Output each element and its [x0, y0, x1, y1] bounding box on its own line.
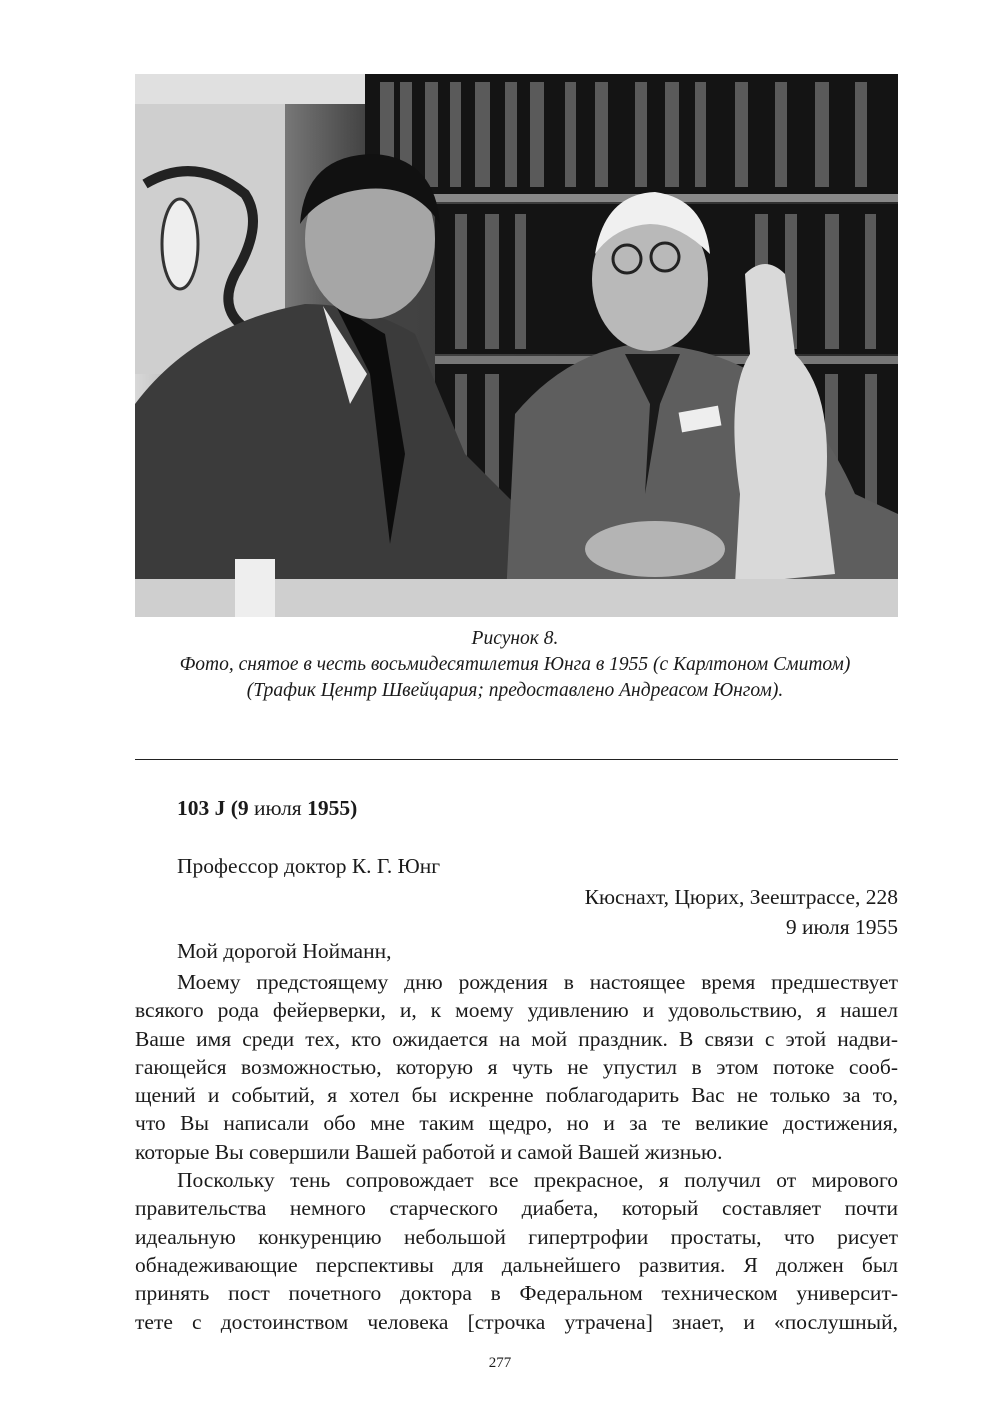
caption-title: Рисунок 8. — [471, 628, 559, 649]
letter-sender: Профессор доктор К. Г. Юнг — [177, 854, 441, 878]
body-line: тете с достоинством человека [строчка утрачена] знает, и «послушный, — [135, 1309, 898, 1334]
letter-address-block — [585, 882, 898, 942]
figure-photo — [135, 74, 898, 617]
body-line: правительства немного старческого диабета, который составляет почти — [135, 1196, 898, 1221]
body-line: обнадеживающие перспективы для дальнейшего развития. Я должен был — [135, 1252, 898, 1277]
letter-year: 1955) — [307, 796, 358, 820]
figure-caption — [100, 626, 930, 704]
body-line: Поскольку тень сопровождает все прекрасное, я получил от мирового — [177, 1168, 898, 1193]
body-line: всякого рода фейерверки, и, к моему удивлению и удовольствию, я нашел — [135, 998, 898, 1023]
section-divider — [135, 759, 898, 760]
letter-address: Кюснахт, Цюрих, Зеештрассе, 228 — [584, 885, 898, 909]
caption-line-2: (Трафик Центр Швейцария; предоставлено Андреасом Юнгом). — [246, 680, 784, 701]
body-line: Моему предстоящему дню рождения в настоящее время предшествует — [177, 970, 898, 994]
caption-line-1: Фото, снятое в честь восьмидесятилетия Юнга в 1955 (с Карлтоном Смитом) — [179, 654, 851, 675]
body-line: что Вы написали обо мне таким щедро, но и за те великие достижения, — [135, 1111, 898, 1136]
letter-heading — [177, 796, 357, 821]
photo-illustration — [135, 74, 898, 617]
letter-month: июля — [248, 796, 308, 820]
body-line: гающейся возможностью, которую я чуть не упустил в этом потоке сооб- — [135, 1054, 898, 1079]
letter-number: 103 J (9 — [177, 796, 249, 820]
body-line: принять пост почетного доктора в Федеральном техническом университ- — [135, 1281, 898, 1306]
body-line: идеальную конкуренцию небольшой гипертрофии простаты, что рисует — [135, 1224, 898, 1249]
body-line: которые Вы совершили Вашей работой и самой Вашей жизнью. — [135, 1139, 723, 1164]
body-line: щений и событий, я хотел бы искренне поблагодарить Вас не только за то, — [135, 1083, 898, 1108]
page-number: 277 — [488, 1355, 512, 1371]
letter-date: 9 июля 1955 — [785, 915, 898, 939]
letter-body — [135, 968, 898, 1336]
body-line: Ваше имя среди тех, кто ожидается на мой праздник. В связи с этой надви- — [135, 1026, 898, 1051]
letter-salutation: Мой дорогой Нойманн, — [177, 939, 392, 963]
